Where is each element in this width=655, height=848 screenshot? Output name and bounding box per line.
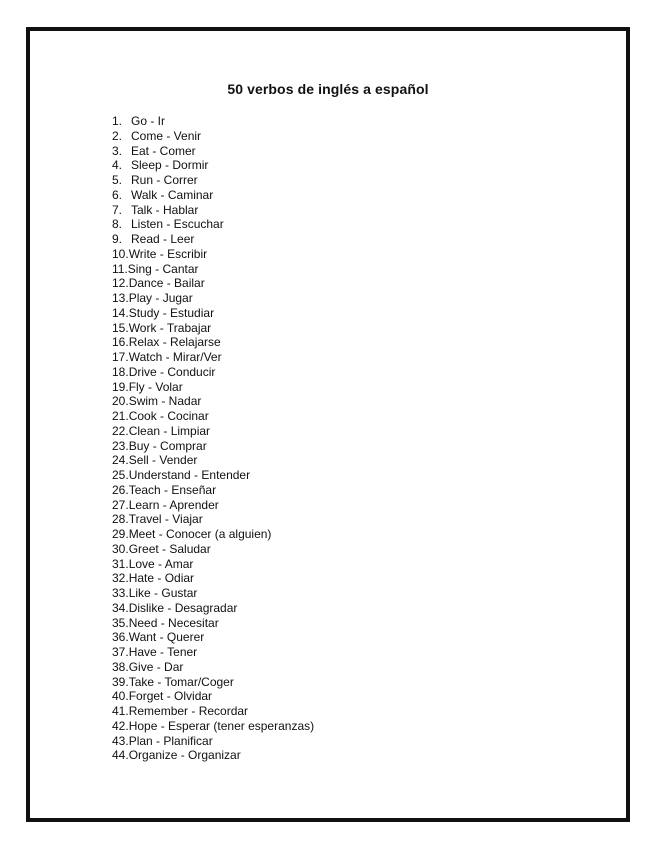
list-item-number: 24. xyxy=(112,453,129,468)
list-item-text: Fly - Volar xyxy=(128,379,183,394)
list-item xyxy=(112,232,314,247)
list-item xyxy=(112,217,314,232)
list-item-number: 41. xyxy=(112,704,129,718)
list-item-text: Watch - Mirar/Ver xyxy=(128,350,222,364)
list-item-number: 1. xyxy=(112,114,123,128)
list-item-number: 28. xyxy=(112,512,129,527)
list-item-text: Go - Ir xyxy=(131,114,166,128)
list-item xyxy=(112,335,314,350)
list-item-number: 26. xyxy=(112,482,129,497)
list-item-number: 13. xyxy=(112,291,129,305)
list-item-text: Teach - Enseñar xyxy=(128,482,217,497)
list-item-text: Buy - Comprar xyxy=(128,438,207,453)
list-item-number: 40. xyxy=(112,689,129,704)
list-item xyxy=(112,247,314,262)
list-item-number: 43. xyxy=(112,733,129,748)
list-item-text: Dislike - Desagradar xyxy=(128,600,238,615)
list-item xyxy=(112,483,314,498)
list-item-number: 15. xyxy=(112,320,129,335)
list-item-text: Walk - Caminar xyxy=(131,187,214,202)
list-item xyxy=(112,734,314,749)
list-item-text: Sleep - Dormir xyxy=(131,158,209,173)
list-item-text: Cook - Cocinar xyxy=(128,409,209,423)
list-item xyxy=(112,276,314,291)
list-item-number: 3. xyxy=(112,143,123,158)
list-item-number: 17. xyxy=(112,350,129,364)
list-item xyxy=(112,409,314,424)
list-item-text: Forget - Olvidar xyxy=(128,689,213,704)
list-item xyxy=(112,601,314,616)
list-item-number: 19. xyxy=(112,379,129,394)
list-item-number: 9. xyxy=(112,232,123,246)
list-item-text: Eat - Comer xyxy=(131,143,196,158)
list-item-number: 21. xyxy=(112,409,129,423)
list-item-text: Dance - Bailar xyxy=(128,276,205,291)
list-item-text: Take - Tomar/Coger xyxy=(128,674,234,689)
list-item-number: 32. xyxy=(112,571,129,586)
list-item xyxy=(112,689,314,704)
list-item-number: 16. xyxy=(112,335,129,350)
list-item xyxy=(112,660,314,675)
list-item-text: Need - Necesitar xyxy=(128,615,219,630)
list-item-text: Meet - Conocer (a alguien) xyxy=(128,527,272,541)
list-item-text: Love - Amar xyxy=(128,556,194,571)
list-item-number: 42. xyxy=(112,718,129,733)
list-item-number: 23. xyxy=(112,438,129,453)
list-item-text: Understand - Entender xyxy=(128,468,251,482)
list-item xyxy=(112,173,314,188)
list-item xyxy=(112,291,314,306)
list-item xyxy=(112,512,314,527)
list-item-number: 44. xyxy=(112,748,129,763)
list-item xyxy=(112,719,314,734)
list-item-text: Clean - Limpiar xyxy=(128,423,211,438)
list-item xyxy=(112,158,314,173)
list-item-number: 5. xyxy=(112,173,123,187)
list-item xyxy=(112,424,314,439)
list-item-text: Sing - Cantar xyxy=(127,261,199,276)
list-item-text: Organize - Organizar xyxy=(128,748,241,763)
list-item xyxy=(112,321,314,336)
list-item xyxy=(112,129,314,144)
list-item-number: 14. xyxy=(112,305,129,320)
list-item-number: 2. xyxy=(112,128,123,143)
list-item-number: 29. xyxy=(112,527,129,541)
list-item xyxy=(112,365,314,380)
list-item-text: Like - Gustar xyxy=(128,586,198,600)
list-item xyxy=(112,188,314,203)
list-item-number: 33. xyxy=(112,586,129,600)
list-item xyxy=(112,557,314,572)
list-item xyxy=(112,144,314,159)
list-item-number: 27. xyxy=(112,497,129,512)
list-item-number: 7. xyxy=(112,202,123,217)
list-item xyxy=(112,616,314,631)
list-item xyxy=(112,350,314,365)
list-item-text: Work - Trabajar xyxy=(128,320,212,335)
list-item-text: Hope - Esperar (tener esperanzas) xyxy=(128,718,315,733)
list-item-text: Have - Tener xyxy=(128,645,198,659)
list-item-text: Run - Correr xyxy=(131,173,198,187)
list-item xyxy=(112,675,314,690)
list-item-number: 25. xyxy=(112,468,129,482)
list-item xyxy=(112,114,314,129)
list-item-text: Relax - Relajarse xyxy=(128,335,221,350)
list-item-text: Plan - Planificar xyxy=(128,733,213,748)
list-item-number: 20. xyxy=(112,394,129,409)
list-item xyxy=(112,394,314,409)
verb-list xyxy=(112,114,314,763)
list-item-text: Learn - Aprender xyxy=(128,497,219,512)
list-item xyxy=(112,306,314,321)
list-item xyxy=(112,380,314,395)
list-item-text: Swim - Nadar xyxy=(128,394,202,409)
list-item-number: 12. xyxy=(112,276,129,291)
page-border xyxy=(26,27,630,822)
list-item-number: 30. xyxy=(112,541,129,556)
list-item-number: 39. xyxy=(112,674,129,689)
list-item-text: Listen - Escuchar xyxy=(131,217,224,232)
list-item-text: Write - Escribir xyxy=(128,246,208,261)
list-item xyxy=(112,439,314,454)
list-item-text: Drive - Conducir xyxy=(128,364,216,379)
list-item xyxy=(112,630,314,645)
list-item xyxy=(112,468,314,483)
document-title: 50 verbos de inglés a español xyxy=(227,81,429,97)
list-item xyxy=(112,203,314,218)
list-item-text: Play - Jugar xyxy=(128,291,193,305)
list-item xyxy=(112,571,314,586)
list-item-number: 36. xyxy=(112,630,129,645)
list-item-text: Study - Estudiar xyxy=(128,305,215,320)
list-item-number: 31. xyxy=(112,556,129,571)
list-item-text: Want - Querer xyxy=(128,630,205,645)
list-item-number: 10. xyxy=(112,246,129,261)
list-item-number: 4. xyxy=(112,158,123,173)
list-item-text: Come - Venir xyxy=(131,128,202,143)
list-item-text: Remember - Recordar xyxy=(128,704,249,718)
list-item-text: Hate - Odiar xyxy=(128,571,195,586)
list-item xyxy=(112,748,314,763)
list-item-number: 11. xyxy=(112,261,128,276)
list-item xyxy=(112,498,314,513)
list-item-number: 38. xyxy=(112,659,129,674)
list-item-text: Greet - Saludar xyxy=(128,541,211,556)
list-item xyxy=(112,645,314,660)
list-item-number: 37. xyxy=(112,645,129,659)
list-item xyxy=(112,527,314,542)
list-item-text: Travel - Viajar xyxy=(128,512,203,527)
list-item-number: 6. xyxy=(112,187,123,202)
list-item-number: 34. xyxy=(112,600,129,615)
list-item xyxy=(112,262,314,277)
list-item xyxy=(112,704,314,719)
list-item-number: 18. xyxy=(112,364,129,379)
list-item-text: Talk - Hablar xyxy=(131,202,199,217)
list-item-text: Read - Leer xyxy=(131,232,195,246)
list-item-number: 22. xyxy=(112,423,129,438)
list-item-number: 8. xyxy=(112,217,123,232)
list-item-text: Give - Dar xyxy=(128,659,184,674)
list-item xyxy=(112,542,314,557)
list-item xyxy=(112,453,314,468)
list-item xyxy=(112,586,314,601)
list-item-text: Sell - Vender xyxy=(128,453,198,468)
list-item-number: 35. xyxy=(112,615,129,630)
